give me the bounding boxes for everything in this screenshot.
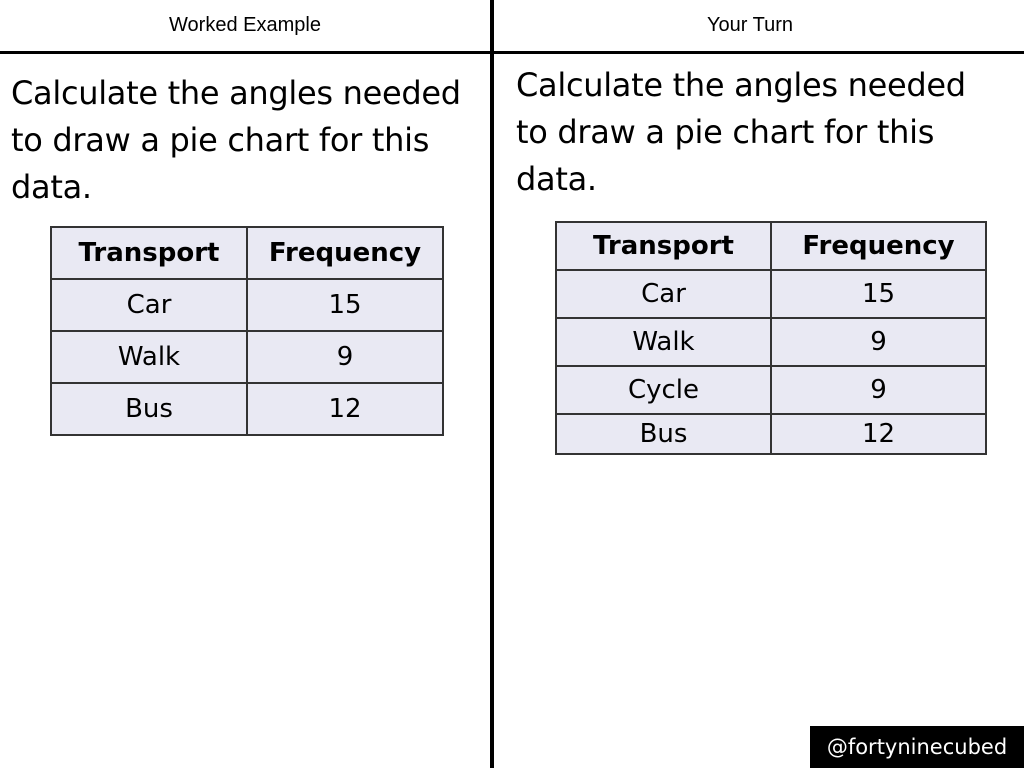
column-header-transport: Transport <box>51 227 247 279</box>
table-row <box>556 318 986 366</box>
table-row <box>556 414 986 454</box>
table-header-row <box>51 227 443 279</box>
table-row <box>51 279 443 331</box>
table-header-row <box>556 222 986 270</box>
your-turn-table <box>555 221 987 455</box>
column-divider <box>490 0 494 768</box>
table-row <box>51 383 443 435</box>
worked-example-heading: Worked Example <box>169 14 321 36</box>
transport-cell: Cycle <box>556 366 771 414</box>
your-turn-heading: Your Turn <box>707 14 793 36</box>
worked-example-question: Calculate the angles needed to draw a pie chart for this data. <box>11 74 461 206</box>
frequency-cell: 9 <box>771 318 986 366</box>
frequency-cell: 12 <box>247 383 443 435</box>
transport-cell: Walk <box>556 318 771 366</box>
your-turn-question: Calculate the angles needed to draw a pie chart for this data. <box>516 66 966 198</box>
table-row <box>556 270 986 318</box>
table-row <box>51 331 443 383</box>
frequency-cell: 9 <box>247 331 443 383</box>
author-watermark: @fortyninecubed <box>810 726 1024 768</box>
transport-cell: Car <box>51 279 247 331</box>
frequency-cell: 15 <box>771 270 986 318</box>
header-divider <box>0 51 1024 54</box>
transport-cell: Bus <box>51 383 247 435</box>
worked-example-table <box>50 226 444 436</box>
frequency-cell: 15 <box>247 279 443 331</box>
column-header-transport: Transport <box>556 222 771 270</box>
frequency-cell: 9 <box>771 366 986 414</box>
transport-cell: Walk <box>51 331 247 383</box>
column-header-frequency: Frequency <box>771 222 986 270</box>
transport-cell: Car <box>556 270 771 318</box>
transport-cell: Bus <box>556 414 771 454</box>
column-header-frequency: Frequency <box>247 227 443 279</box>
table-row <box>556 366 986 414</box>
frequency-cell: 12 <box>771 414 986 454</box>
